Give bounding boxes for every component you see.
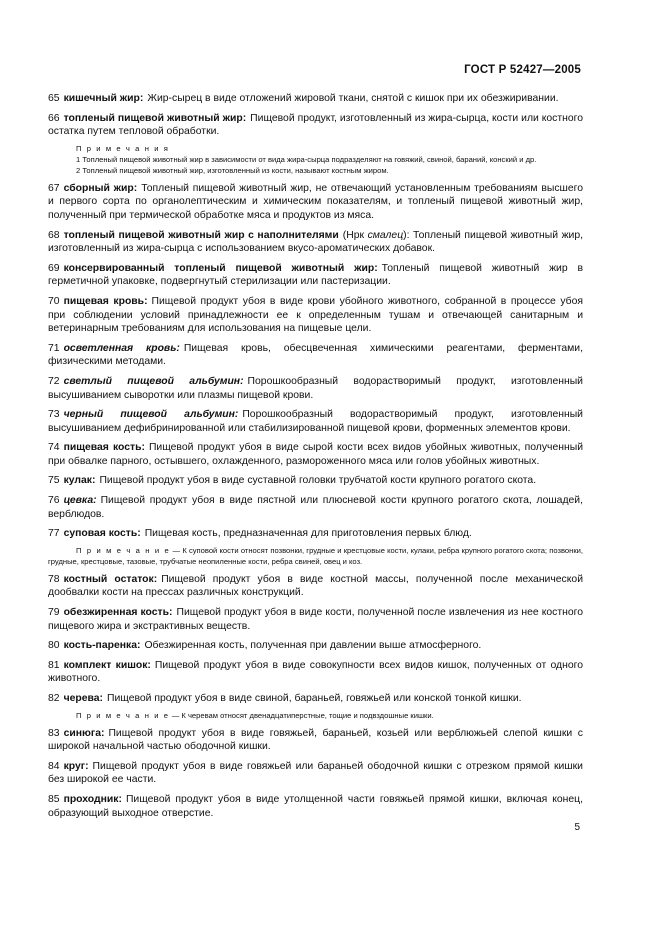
page-number: 5 (574, 822, 580, 833)
entry-definition: Пищевой продукт убоя в виде говяжьей или бараньей ободочной кишки с отрезком прямой кишки без широкой ее части. (48, 760, 583, 786)
entry-term: суповая кость: (63, 528, 141, 540)
term-entry-72 (48, 375, 583, 402)
term-entry-75 (48, 474, 583, 488)
entry-definition: Топленый пищевой животный жир, изготовленный из жира-сырца с использованием вкусо-ароматических добавок. (48, 229, 583, 255)
entry-term: топленый пищевой животный жир с наполнителями (63, 229, 339, 241)
term-entry-84 (48, 760, 583, 787)
entry-number: 78 (48, 573, 60, 585)
entry-definition: Пищевой продукт убоя в виде утолщенной части говяжьей прямой кишки, включая конец, образующий выходное отверстие. (48, 793, 583, 819)
note-heading: П р и м е ч а н и я (76, 143, 170, 153)
entry-definition: Жир-сырец в виде отложений жировой ткани, снятой с кишок при их обезжиривании. (147, 93, 559, 104)
entry-number: 77 (48, 528, 60, 540)
entry-definition: Пищевой продукт убоя в виде совокупности всех видов кишок, полученных от одного животного. (48, 659, 583, 685)
note-66 (48, 143, 583, 176)
entry-number: 83 (48, 727, 60, 739)
term-entry-74 (48, 441, 583, 468)
entry-number: 67 (48, 182, 60, 194)
entry-definition: Пищевой продукт убоя в виде крови убойного животного, собранной в процессе убоя при соблюдении условий принадлежности ее к определенным тушам и отвечающей санитарным и ветеринарным требованиям для использования на пищевые цели. (48, 295, 583, 335)
term-entry-80 (48, 639, 583, 653)
entry-term: цевка: (63, 495, 97, 507)
entry-term: комплект кишок: (63, 659, 151, 671)
entry-term: пищевая кость: (63, 442, 145, 454)
entry-number: 71 (48, 342, 60, 354)
entry-definition: Пищевой продукт убоя в виде суставной головки трубчатой кости крупного рогатого скота. (99, 475, 537, 487)
entry-term: топленый пищевой животный жир: (63, 112, 247, 124)
note-text: — К суповой кости относят позвонки, грудные и крестцовые кости, кулаки, ребра крупного рогатого скота; позвонки, грудные, крестцовые, тазовые, трубчатые неопиленные кости, ребра свиней, овец и коз. (48, 545, 583, 566)
term-entry-73 (48, 408, 583, 435)
entry-term: костный остаток: (63, 573, 158, 585)
entry-term: черева: (63, 693, 103, 704)
entry-definition: Пищевой продукт, изготовленный из жира-сырца, кости или костного остатка путем тепловой обработки. (48, 112, 583, 138)
entry-term: кулак: (63, 475, 96, 487)
entry-definition: Пищевой продукт убоя в виде кости, полученной после извлечения из нее костного пищевого жира и экстрактивных веществ. (48, 607, 583, 632)
entry-term: консервированный топленый пищевой животный жир: (63, 262, 378, 274)
terms-list (48, 92, 583, 826)
entry-term: светлый пищевой альбумин: (63, 375, 244, 387)
entry-number: 70 (48, 295, 60, 307)
entry-non-recommended-close: ): (403, 229, 410, 241)
entry-definition: Пищевой продукт убоя в виде сырой кости всех видов убойных животных, полученный при обвалке парного, остывшего, охлажденного, размороженного мяса или голов убойных животных. (48, 442, 583, 467)
entry-number: 75 (48, 475, 60, 487)
standard-header: ГОСТ Р 52427—2005 (464, 64, 581, 76)
term-entry-69 (48, 262, 583, 289)
entry-number: 85 (48, 793, 60, 805)
term-entry-68 (48, 229, 583, 256)
entry-number: 84 (48, 760, 60, 772)
term-entry-71 (48, 342, 583, 369)
entry-number: 68 (48, 229, 60, 241)
term-entry-85 (48, 793, 583, 820)
entry-term: черный пищевой альбумин: (63, 409, 239, 421)
entry-term: кишечный жир: (63, 93, 144, 104)
term-entry-70 (48, 295, 583, 336)
note-item-2: 2 Топленый пищевой животный жир, изготовленный из кости, называют костным жиром. (76, 165, 389, 175)
term-entry-67 (48, 182, 583, 223)
entry-number: 76 (48, 495, 60, 507)
entry-number: 80 (48, 640, 60, 652)
entry-non-recommended-term: смалец (367, 229, 404, 241)
term-entry-83 (48, 727, 583, 754)
entry-definition: Обезжиренная кость, полученная при давлении выше атмосферного. (144, 640, 482, 652)
entry-definition: Порошкообразный водорастворимый продукт, изготовленный высушиванием дефибринированной или стабилизированной пищевой крови, форменных элементов крови. (48, 409, 583, 434)
entry-number: 66 (48, 112, 60, 124)
term-entry-66 (48, 112, 583, 139)
note-82 (48, 710, 583, 721)
term-entry-76 (48, 494, 583, 521)
term-entry-77 (48, 527, 583, 541)
entry-definition: Пищевой продукт убоя в виде свиной, бараньей, говяжьей или конской тонкой кишки. (107, 693, 522, 704)
entry-term: круг: (63, 760, 89, 772)
term-entry-78 (48, 573, 583, 600)
entry-definition: Пищевой продукт убоя в виде костной массы, полученной после механической дообвалки кости на прессах различных конструкций. (48, 573, 583, 599)
note-heading: П р и м е ч а н и е (76, 710, 170, 720)
entry-term: проходник: (63, 793, 122, 805)
note-77 (48, 545, 583, 567)
entry-definition: Топленый пищевой животный жир, не отвечающий установленным требованиям высшего и первого сорта по органолептическим и химическим показателям, и топленый пищевой животный жир, полученный при термической обработке мяса и продуктов из мяса. (48, 182, 583, 221)
entry-definition: Пищевая кровь, обесцвеченная химическими реагентами, ферментами, физическими методами. (48, 342, 583, 368)
entry-non-recommended-open: (Нрк (342, 229, 368, 241)
entry-term: пищевая кровь: (63, 295, 148, 307)
entry-number: 74 (48, 442, 60, 454)
entry-term: обезжиренная кость: (63, 607, 173, 619)
term-entry-82 (48, 692, 583, 706)
entry-number: 69 (48, 262, 60, 274)
entry-term: кость-паренка: (63, 640, 141, 652)
entry-term: осветленная кровь: (63, 342, 180, 354)
note-text: — К черевам относят двенадцатиперстные, тощие и подвздошные кишки. (169, 710, 434, 720)
entry-definition: Пищевая кость, предназначенная для приготовления первых блюд. (144, 528, 472, 540)
entry-definition: Пищевой продукт убоя в виде пястной или плюсневой кости крупного рогатого скота, лошадей, верблюдов. (48, 495, 583, 520)
entry-number: 73 (48, 409, 60, 421)
entry-term: сборный жир: (63, 182, 138, 194)
term-entry-65 (48, 92, 583, 106)
entry-number: 72 (48, 375, 60, 387)
entry-definition: Порошкообразный водорастворимый продукт, изготовленный высушиванием сыворотки или плазмы пищевой крови. (48, 375, 583, 401)
entry-number: 65 (48, 93, 60, 104)
term-entry-81 (48, 659, 583, 686)
term-entry-79 (48, 606, 583, 633)
entry-number: 79 (48, 607, 60, 619)
entry-number: 82 (48, 693, 60, 704)
note-item-1: 1 Топленый пищевой животный жир в зависимости от вида жира-сырца подразделяют на говяжий, свиной, бараний, конский и др. (76, 154, 537, 164)
entry-definition: Топленый пищевой животный жир в герметичной упаковке, подвергнутый стерилизации или пастеризации. (48, 262, 583, 288)
entry-term: синюга: (63, 727, 105, 739)
entry-definition: Пищевой продукт убоя в виде говяжьей, бараньей, козьей или верблюжьей слепой кишки с широкой начальной частью ободочной кишки. (48, 727, 583, 753)
entry-number: 81 (48, 659, 60, 671)
note-heading: П р и м е ч а н и е (76, 545, 171, 555)
